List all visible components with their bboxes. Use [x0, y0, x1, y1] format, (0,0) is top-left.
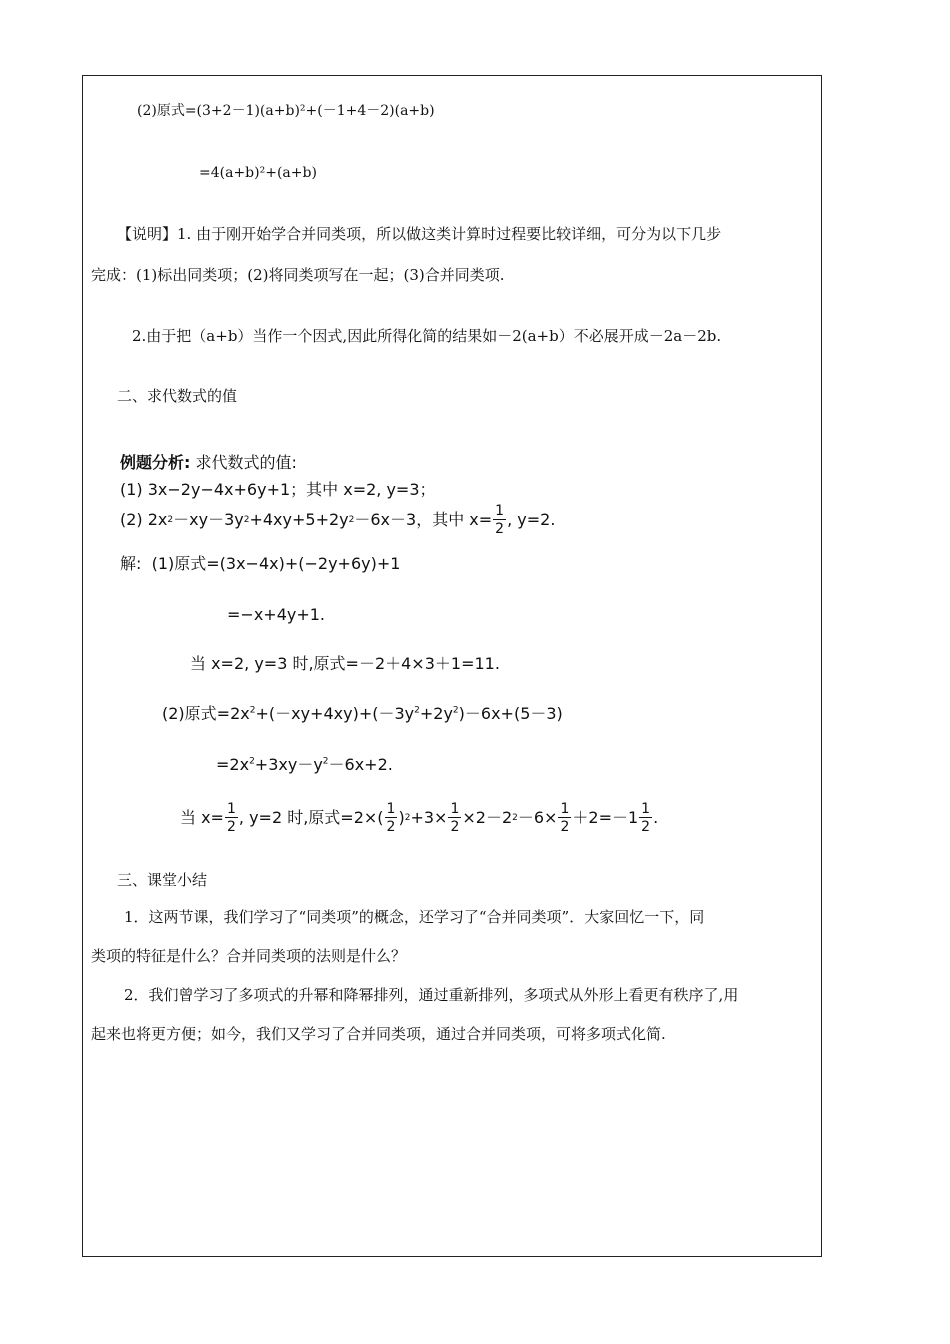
note-line1: [117, 227, 721, 242]
example-title-bold: 例题分析:: [120, 453, 191, 472]
sol2-fraction-1: $\frac{1}{2}$: [226, 801, 236, 835]
sol2-fraction-2: $\frac{1}{2}$: [386, 801, 396, 835]
summary-p2-line1: 2．我们曾学习了多项式的升幂和降幂排列，通过重新排列，多项式从外形上看更有秩序了,用: [124, 986, 739, 1004]
q2-mid3: －6x－3，其中 x=: [354, 510, 493, 529]
note-point2: 2.由于把（a+b）当作一个因式,因此所得化简的结果如－2(a+b）不必展开成－2a－2b.: [132, 327, 722, 345]
part1-line2: =4(a+b)²+(a+b): [199, 165, 317, 181]
example-title-rest: 求代数式的值:: [195, 453, 297, 472]
sol1-line3: 当 x=2, y=3 时,原式=－2＋4×3＋1=11.: [190, 654, 500, 673]
q2-mid1: －xy－3y: [173, 510, 244, 529]
example-q1: (1) 3x−2y−4x+6y+1；其中 x=2, y=3；: [120, 480, 436, 499]
section2-heading: 二、求代数式的值: [117, 387, 238, 405]
sol2-line1: (2)原式$=2x^2+(-xy+4xy)+(-3y^2+2y^2)-6x+(5-3)$: [162, 704, 563, 723]
q2-mid2: +4xy+5+2y: [249, 510, 349, 529]
sol1-line2: =−x+4y+1.: [227, 605, 326, 624]
section3-heading: 三、课堂小结: [117, 871, 208, 889]
example-title: [120, 455, 297, 471]
q2-fraction: $\frac{1}{2}$: [495, 503, 505, 537]
sol-label: 解:: [120, 554, 142, 573]
sol2-line3: 当 x= $\frac{1}{2}$ , y=2 时,原式=2×( $\frac{1}{2}$ ) 2 +3× $\frac{1}{2}$ ×2－2 2 －6× $\frac{1}{2}$ ＋2=－1 $\frac{1}{2}$ .: [180, 801, 659, 835]
part1-line1: (2)原式=(3+2－1)(a+b)²+(－1+4－2)(a+b): [137, 103, 435, 119]
sol2-fraction-4: $\frac{1}{2}$: [560, 801, 570, 835]
note-line2: 完成：(1)标出同类项；(2)将同类项写在一起；(3)合并同类项.: [91, 266, 505, 284]
summary-p1-line2: 类项的特征是什么？合并同类项的法则是什么？: [91, 947, 407, 965]
summary-p1-line1: 1．这两节课，我们学习了“同类项”的概念，还学习了“合并同类项”．大家回忆一下，同: [124, 908, 705, 926]
q2-post: , y=2.: [507, 510, 556, 529]
example-q2: (2) 2x 2 －xy－3y 2 +4xy+5+2y 2 －6x－3，其中 x= $\frac{1}{2}$ , y=2.: [120, 503, 556, 537]
sol2-fraction-5: $\frac{1}{2}$: [641, 801, 651, 835]
sol2-fraction-3: $\frac{1}{2}$: [450, 801, 460, 835]
note-line1-text: 1. 由于刚开始学合并同类项，所以做这类计算时过程要比较详细，可分为以下几步: [177, 225, 722, 243]
summary-p2-line2: 起来也将更方便；如今，我们又学习了合并同类项，通过合并同类项，可将多项式化简.: [91, 1025, 666, 1043]
q2-pre: (2) 2x: [120, 510, 168, 529]
sol1-line1: 解: (1)原式=(3x−4x)+(−2y+6y)+1: [120, 554, 401, 573]
sol2-line2: $=2x^2+3xy-y^2-6x+2$.: [216, 755, 393, 774]
note-label: 【说明】: [117, 225, 178, 243]
